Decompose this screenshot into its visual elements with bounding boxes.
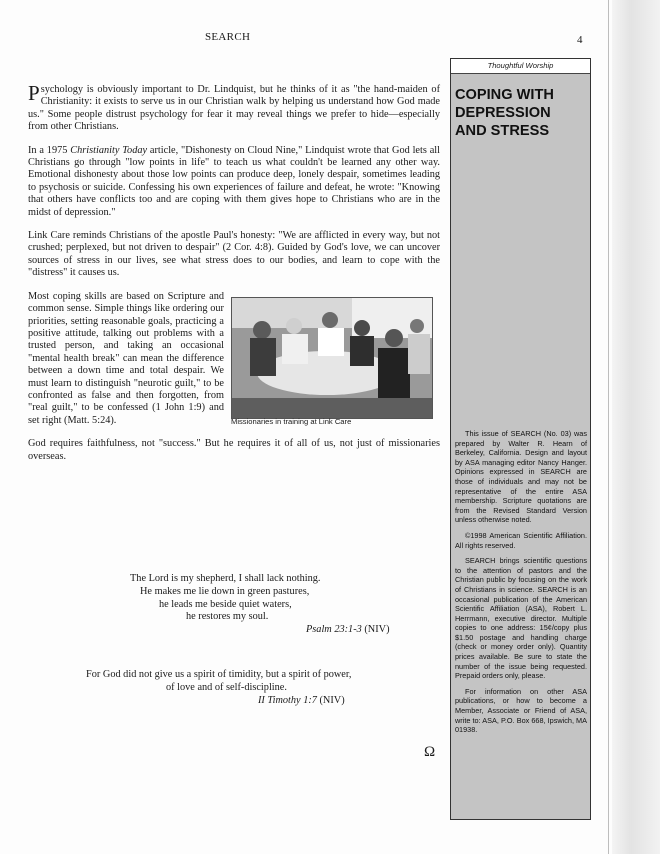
missionaries-photo <box>231 297 433 419</box>
psalm-line-3: he leads me beside quiet waters, <box>159 598 292 610</box>
running-header: SEARCH <box>205 31 251 43</box>
psalm-line-4: he restores my soul. <box>186 611 269 623</box>
drop-cap: P <box>28 81 40 105</box>
magazine-title: Christianity Today <box>70 144 148 156</box>
psalm-ref-text: Psalm 23:1-3 <box>306 624 362 636</box>
timothy-version: (NIV) <box>316 694 345 706</box>
psalm-version: (NIV) <box>361 624 390 636</box>
sidebar-contact: For information on other ASA publications, or how to become a Member, Associate or Friend of ASA, write to: ASA, P.O. Box 668, Ipswich, MA 01938. <box>455 686 587 735</box>
sidebar-title <box>451 74 590 140</box>
page-number: 4 <box>577 34 583 46</box>
photo-caption: Missionaries in training at Link Care <box>231 417 352 426</box>
photo-image <box>232 298 432 418</box>
end-mark: Ω <box>424 744 436 760</box>
timothy-line-1: For God did not give us a spirit of timidity, but a spirit of power, <box>86 669 352 680</box>
sidebar-title-line-2: DEPRESSION <box>455 105 551 121</box>
paragraph-2-text-b: article, "Dishonesty on Cloud Nine," Lindquist wrote that God lets all Christians go through "low points in life" to teach us what couldn't be learned any other way. Emotional dishonesty about those low points can produce deep, lonely despair, sometimes leading to psychosis or suicide. Confessing his own experiences of failure and defeat, he wrote: "Knowing that others have conflicts too and are coping with them gives hope to Christians who are in the midst of depression." <box>28 144 440 218</box>
sidebar-box <box>450 58 591 820</box>
sidebar-about: SEARCH brings scientific questions to the attention of pastors and the Christian public by focusing on the work of Christians in science. SEARCH is an occasional publication of the American Scientific Affiliation (ASA), Robert L. Herrmann, executive director. Multiple copies to one address: 15¢/copy plus $1.50 postage and handling charge (check or money order only). Quantity prices available. Be sure to state the number of the issue being requested. Prepaid orders only, please. <box>455 556 587 681</box>
psalm-quote <box>130 573 390 637</box>
psalm-line-2: He makes me lie down in green pastures, <box>140 585 310 597</box>
paragraph-2 <box>28 145 440 219</box>
sidebar-info <box>455 429 587 741</box>
psalm-line-1: The Lord is my shepherd, I shall lack nothing. <box>130 573 321 584</box>
timothy-quote <box>86 669 351 707</box>
paragraph-3: Link Care reminds Christians of the apostle Paul's honesty: "We are afflicted in every way, but not crushed; perplexed, but not driven to despair" (2 Cor. 4:8). Guided by God's love, we can uncover sources of stress in our lives, see what stress does to our bodies, and learn to cope with the "distress" it causes us. <box>28 230 440 279</box>
sidebar-copyright: ©1998 American Scientific Affiliation. All rights reserved. <box>455 530 587 550</box>
paragraph-1 <box>28 81 440 134</box>
timothy-ref-text: II Timothy 1:7 <box>258 694 317 706</box>
paragraph-2-text-a: In a 1975 <box>28 144 71 156</box>
timothy-line-2: of love and of self-discipline. <box>166 681 287 693</box>
paragraph-4: Most coping skills are based on Scripture and common sense. Simple things like ordering our priorities, setting reasonable goals, practicing a positive attitude, talking out problems with a trusted person, and taking an occasional "mental health break" can mean the difference between a down time and total despair. We must learn to distinguish "neurotic guilt," to be confronted as false and then forgotten, from "real guilt," to be confessed (1 John 1:9) and set right (Matt. 5:24). <box>28 290 224 426</box>
sidebar-credits: This issue of SEARCH (No. 03) was prepared by Walter R. Hearn of Berkeley, California. Design and layout by ASA managing editor Nancy Hanger. Opinions expressed in SEARCH are those of individuals and may not be representative of the entire ASA membership. Scripture quotations are from the Revised Standard Version unless otherwise noted. <box>455 429 587 525</box>
page-edge-line <box>608 0 609 854</box>
sidebar-title-line-3: AND STRESS <box>455 123 550 139</box>
sidebar-title-line-1: COPING WITH <box>455 87 554 103</box>
series-label: Thoughtful Worship <box>451 59 590 74</box>
timothy-reference <box>86 695 351 708</box>
paragraph-5: God requires faithfulness, not "success." But he requires it of all of us, not just of missionaries overseas. <box>28 438 440 462</box>
psalm-reference <box>130 624 390 637</box>
page-edge-shadow <box>612 0 660 854</box>
paragraph-1-text: sychology is obviously important to Dr. Lindquist, but he thinks of it as "the hand-maiden of Christianity: it exists to serve us in our Christian walk by helping us understand how God made us." Some people distrust psychology for fear it may reveal things we prefer to hide—especially from other Christians. <box>28 84 440 133</box>
